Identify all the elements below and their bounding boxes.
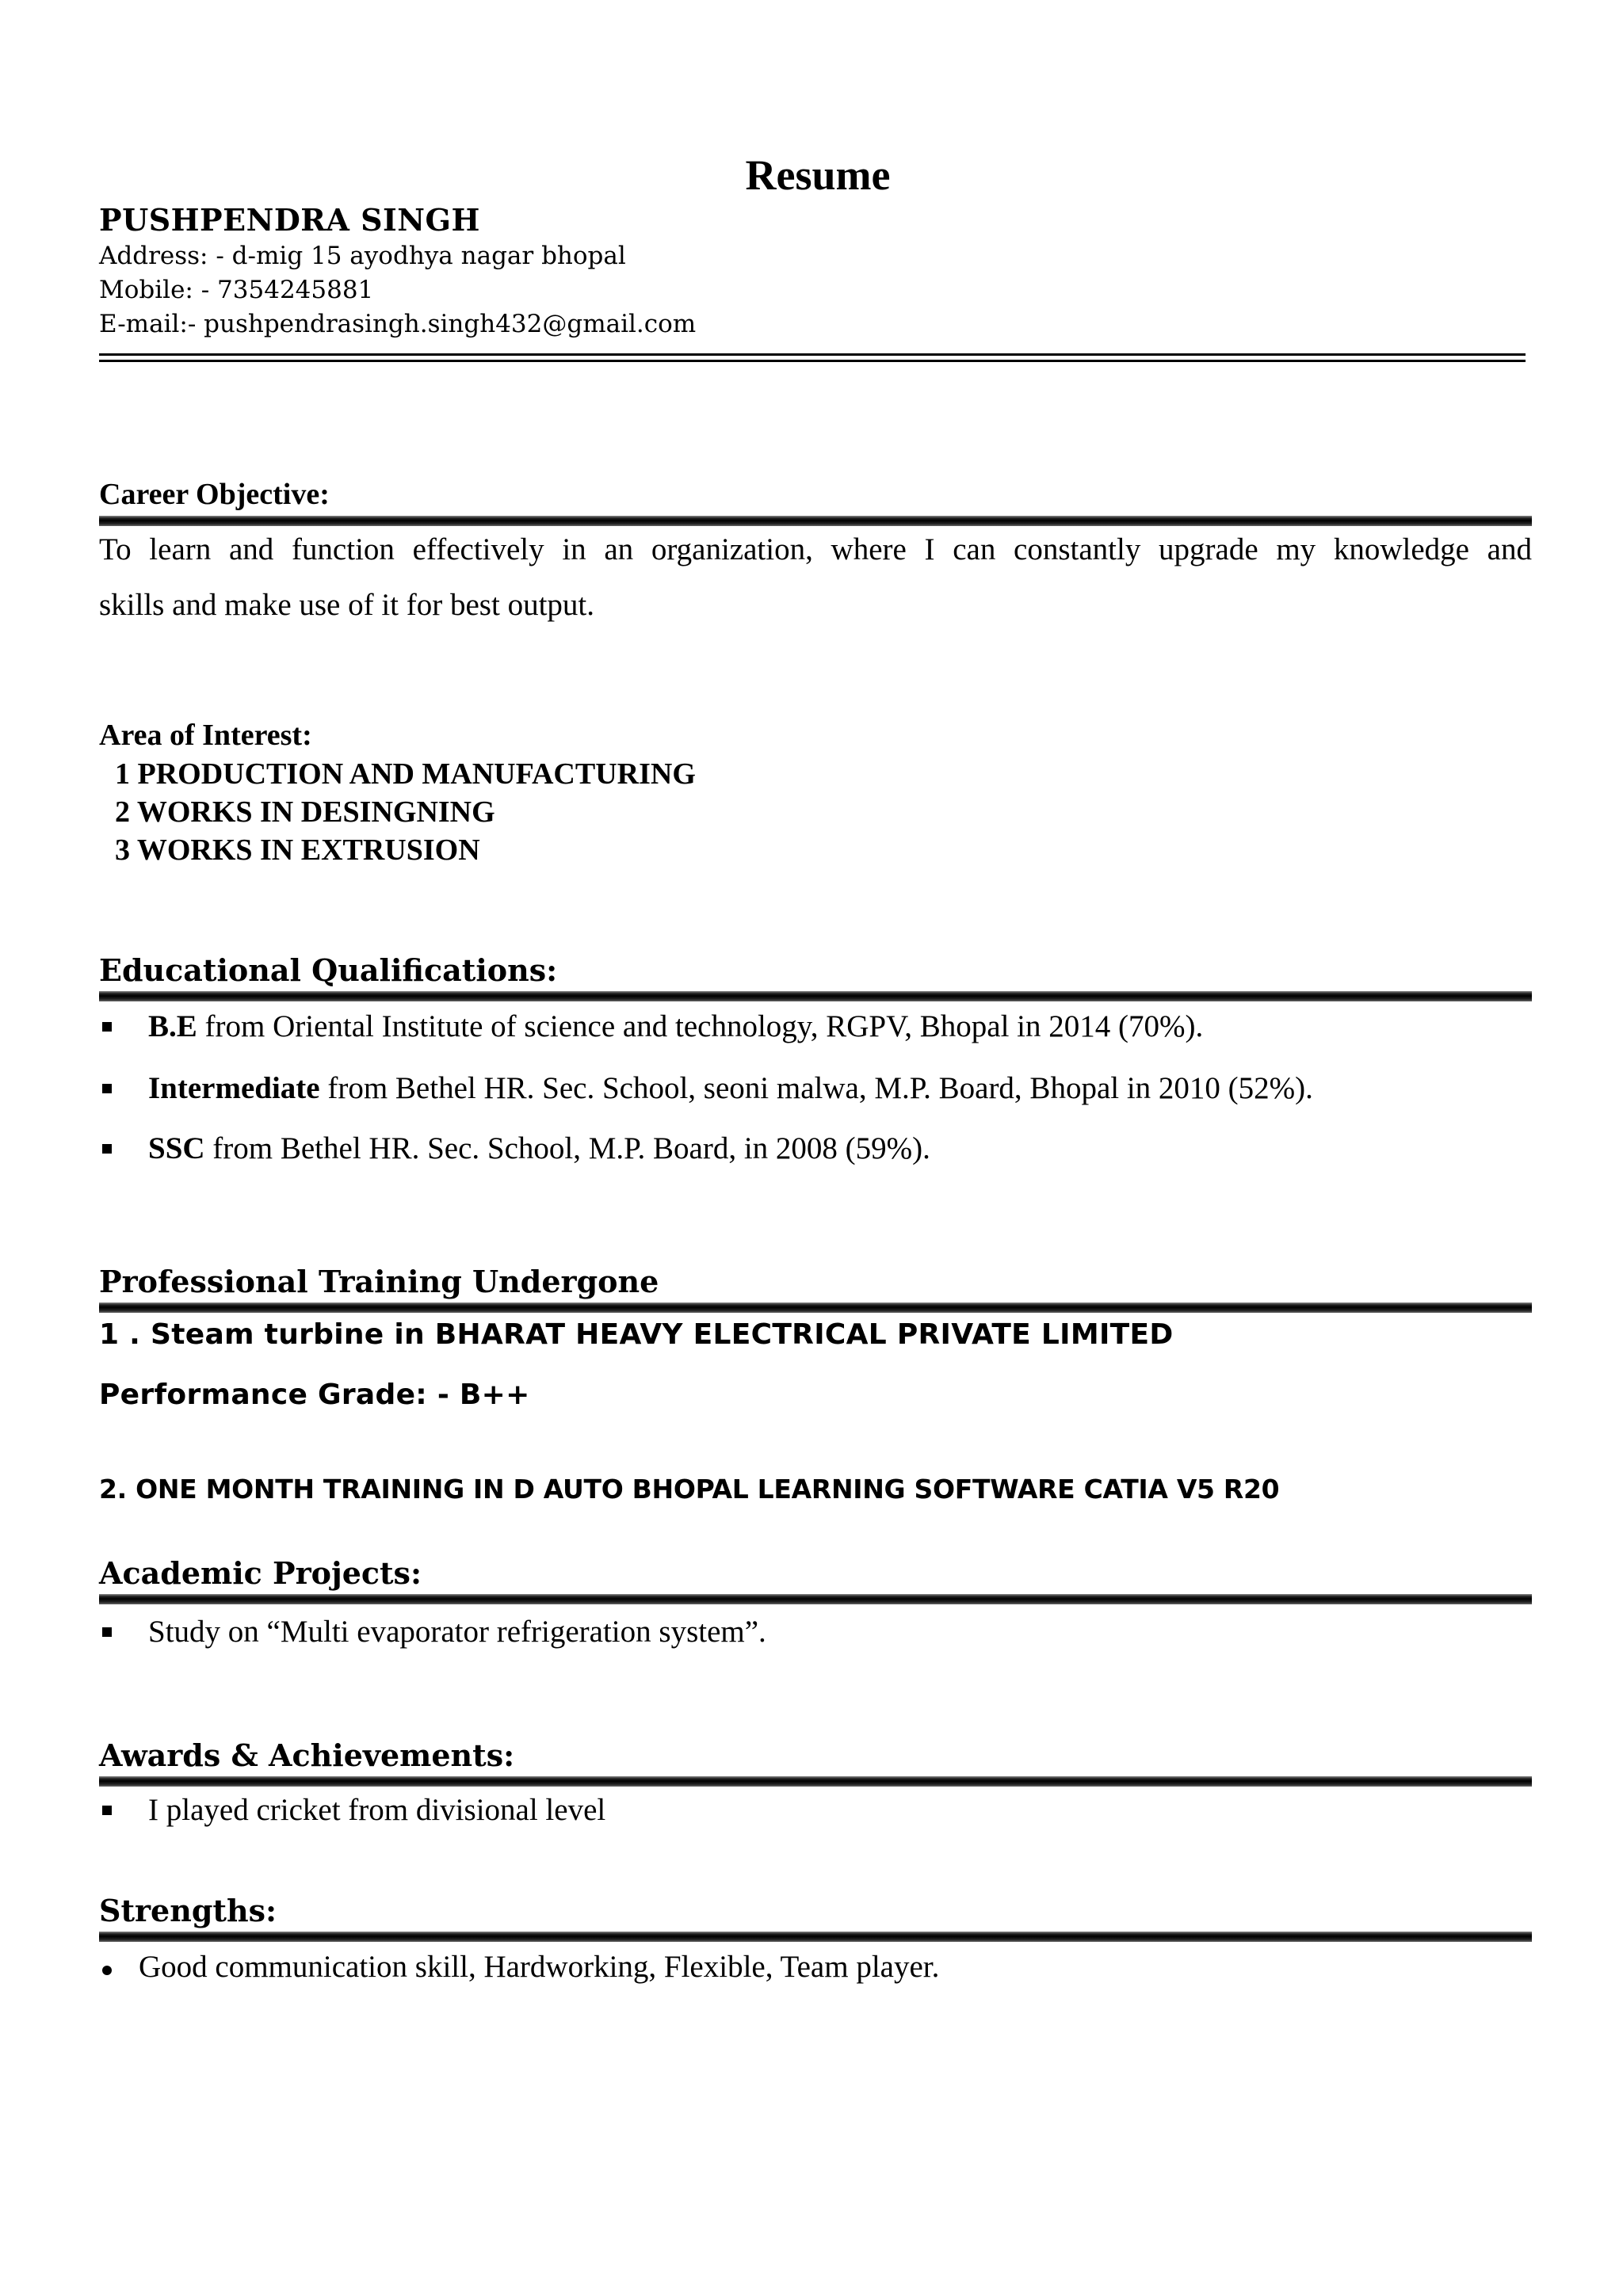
career-objective-line-2: skills and make use of it for best output. xyxy=(99,588,594,622)
degree-name: SSC xyxy=(148,1131,205,1165)
career-objective-heading: Career Objective: xyxy=(99,478,330,511)
strengths-heading: Strengths: xyxy=(99,1893,277,1928)
education-item xyxy=(148,1070,1313,1106)
degree-name: B.E xyxy=(148,1009,197,1043)
header-divider-top xyxy=(99,353,1526,356)
square-bullet-icon xyxy=(102,1627,112,1637)
education-item xyxy=(148,1009,1203,1044)
square-bullet-icon xyxy=(102,1022,112,1032)
training-heading: Professional Training Undergone xyxy=(99,1264,659,1299)
email-text: E-mail:- pushpendrasingh.singh432@gmail.com xyxy=(99,310,697,338)
square-bullet-icon xyxy=(102,1084,112,1093)
section-divider xyxy=(99,1932,1532,1942)
square-bullet-icon xyxy=(102,1806,112,1815)
award-item: I played cricket from divisional level xyxy=(148,1793,606,1827)
section-divider xyxy=(99,1302,1532,1313)
project-item: Study on “Multi evaporator refrigeration system”. xyxy=(148,1615,766,1649)
training-item-1: 1 . Steam turbine in BHARAT HEAVY ELECTRICAL PRIVATE LIMITED xyxy=(99,1318,1174,1351)
awards-heading: Awards & Achievements: xyxy=(99,1737,515,1773)
header-divider-bottom xyxy=(99,360,1526,362)
degree-detail: from Bethel HR. Sec. School, M.P. Board, in 2008 (59%). xyxy=(204,1131,930,1165)
section-divider xyxy=(99,1594,1532,1604)
strength-item: Good communication skill, Hardworking, Flexible, Team player. xyxy=(139,1950,940,1984)
section-divider xyxy=(99,1776,1532,1787)
performance-grade: Performance Grade: - B++ xyxy=(99,1379,530,1411)
interest-item: 3 WORKS IN EXTRUSION xyxy=(115,833,480,867)
square-bullet-icon xyxy=(102,1144,112,1154)
interest-item: 1 PRODUCTION AND MANUFACTURING xyxy=(115,757,696,791)
education-heading: Educational Qualifications: xyxy=(99,952,558,988)
area-of-interest-heading: Area of Interest: xyxy=(99,719,312,752)
candidate-name: PUSHPENDRA SINGH xyxy=(99,202,480,238)
page-title: Resume xyxy=(745,151,891,199)
education-item xyxy=(148,1131,930,1166)
degree-detail: from Oriental Institute of science and technology, RGPV, Bhopal in 2014 (70%). xyxy=(197,1009,1204,1043)
academic-projects-heading: Academic Projects: xyxy=(99,1555,422,1591)
degree-name: Intermediate xyxy=(148,1071,320,1105)
address-text: Address: - d-mig 15 ayodhya nagar bhopal xyxy=(99,242,626,270)
career-objective-text xyxy=(99,522,1532,633)
interest-item: 2 WORKS IN DESINGNING xyxy=(115,795,495,829)
career-objective-line-1: To learn and function effectively in an organization, where I can constantly upgrade my knowledge and xyxy=(99,532,1532,566)
training-item-2: 2. ONE MONTH TRAINING IN D AUTO BHOPAL LEARNING SOFTWARE CATIA V5 R20 xyxy=(99,1474,1280,1505)
mobile-text: Mobile: - 7354245881 xyxy=(99,276,374,304)
degree-detail: from Bethel HR. Sec. School, seoni malwa, M.P. Board, Bhopal in 2010 (52%). xyxy=(319,1071,1313,1105)
section-divider xyxy=(99,991,1532,1001)
round-bullet-icon xyxy=(102,1966,112,1975)
